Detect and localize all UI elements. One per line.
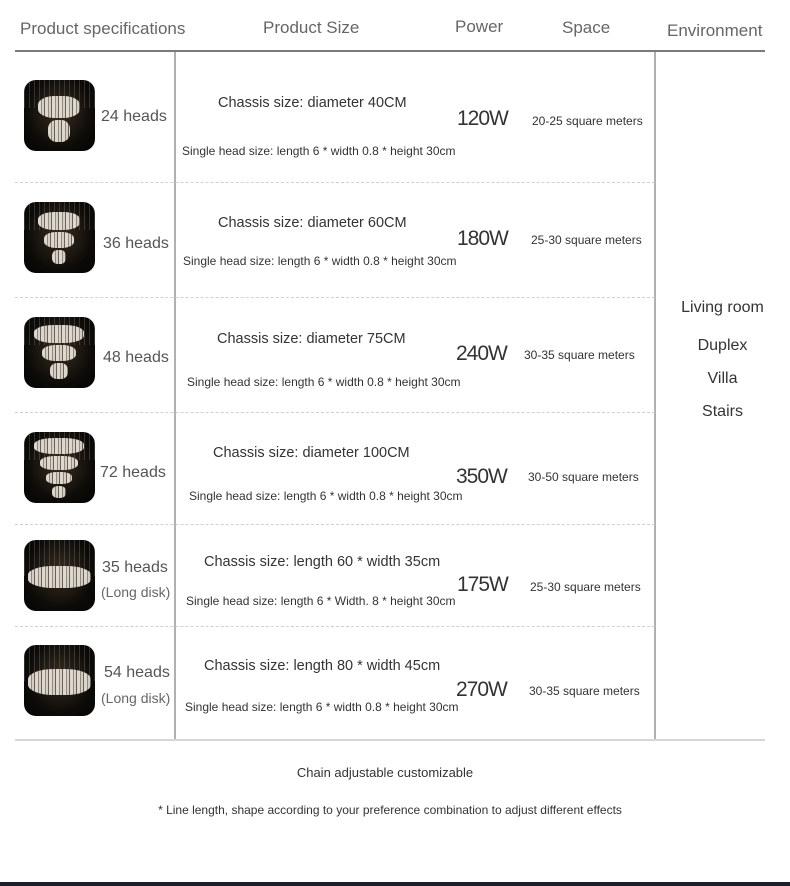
power-value: 240W [456,342,507,365]
power-value: 180W [457,227,508,250]
head-count: 48 heads [103,349,169,366]
head-count: 35 heads [102,559,168,576]
bottom-bar [0,882,790,886]
row-separator [15,182,655,183]
environment-item: Duplex [697,337,748,354]
chassis-size: Chassis size: diameter 60CM [218,215,407,231]
single-head-size: Single head size: length 6 * width 0.8 * height 30cm [185,700,459,714]
chassis-size: Chassis size: diameter 100CM [213,445,410,461]
table-bottom-divider [15,739,765,741]
single-head-size: Single head size: length 6 * width 0.8 * height 30cm [183,254,457,268]
chassis-size: Chassis size: length 80 * width 45cm [204,658,441,674]
space-value: 25-30 square meters [531,233,642,247]
head-count: 36 heads [103,235,169,252]
single-head-size: Single head size: length 6 * width 0.8 * height 30cm [182,144,456,158]
environment-item: Living room [681,299,764,316]
row-separator [15,626,655,627]
product-image [24,645,95,716]
product-image [24,80,95,151]
header-power: Power [455,17,504,36]
header-product-specifications: Product specifications [20,19,186,38]
column-divider-environment [654,52,656,739]
single-head-size: Single head size: length 6 * width 0.8 * height 30cm [187,375,461,389]
power-value: 175W [457,573,508,596]
header-environment: Environment [667,21,763,40]
chassis-size: Chassis size: diameter 40CM [218,95,407,111]
space-value: 25-30 square meters [530,580,641,594]
power-value: 120W [457,107,508,130]
environment-item: Villa [707,370,738,387]
space-value: 30-50 square meters [528,470,639,484]
footer-note-line-length: * Line length, shape according to your preference combination to adjust different effects [158,803,622,817]
row-separator [15,297,655,298]
environment-item: Stairs [702,403,743,420]
footer-note-chain: Chain adjustable customizable [296,765,474,780]
chassis-size: Chassis size: length 60 * width 35cm [204,554,441,570]
space-value: 20-25 square meters [532,114,643,128]
power-value: 350W [456,465,507,488]
head-count: 72 heads [100,464,166,481]
product-image [24,202,95,273]
space-value: 30-35 square meters [529,684,640,698]
power-value: 270W [456,678,507,701]
head-count: 24 heads [101,108,167,125]
row-separator [15,524,655,525]
single-head-size: Single head size: length 6 * width 0.8 * height 30cm [189,489,463,503]
header-product-size: Product Size [263,18,360,37]
space-value: 30-35 square meters [524,348,635,362]
head-type: (Long disk) [101,584,171,600]
head-type: (Long disk) [101,690,171,706]
header-divider [15,50,765,52]
product-image [24,432,95,503]
head-count: 54 heads [104,664,170,681]
single-head-size: Single head size: length 6 * Width. 8 * height 30cm [186,594,456,608]
product-image [24,317,95,388]
product-image [24,540,95,611]
row-separator [15,412,655,413]
header-space: Space [562,18,611,37]
column-divider-specs [174,52,176,739]
chassis-size: Chassis size: diameter 75CM [217,331,406,347]
